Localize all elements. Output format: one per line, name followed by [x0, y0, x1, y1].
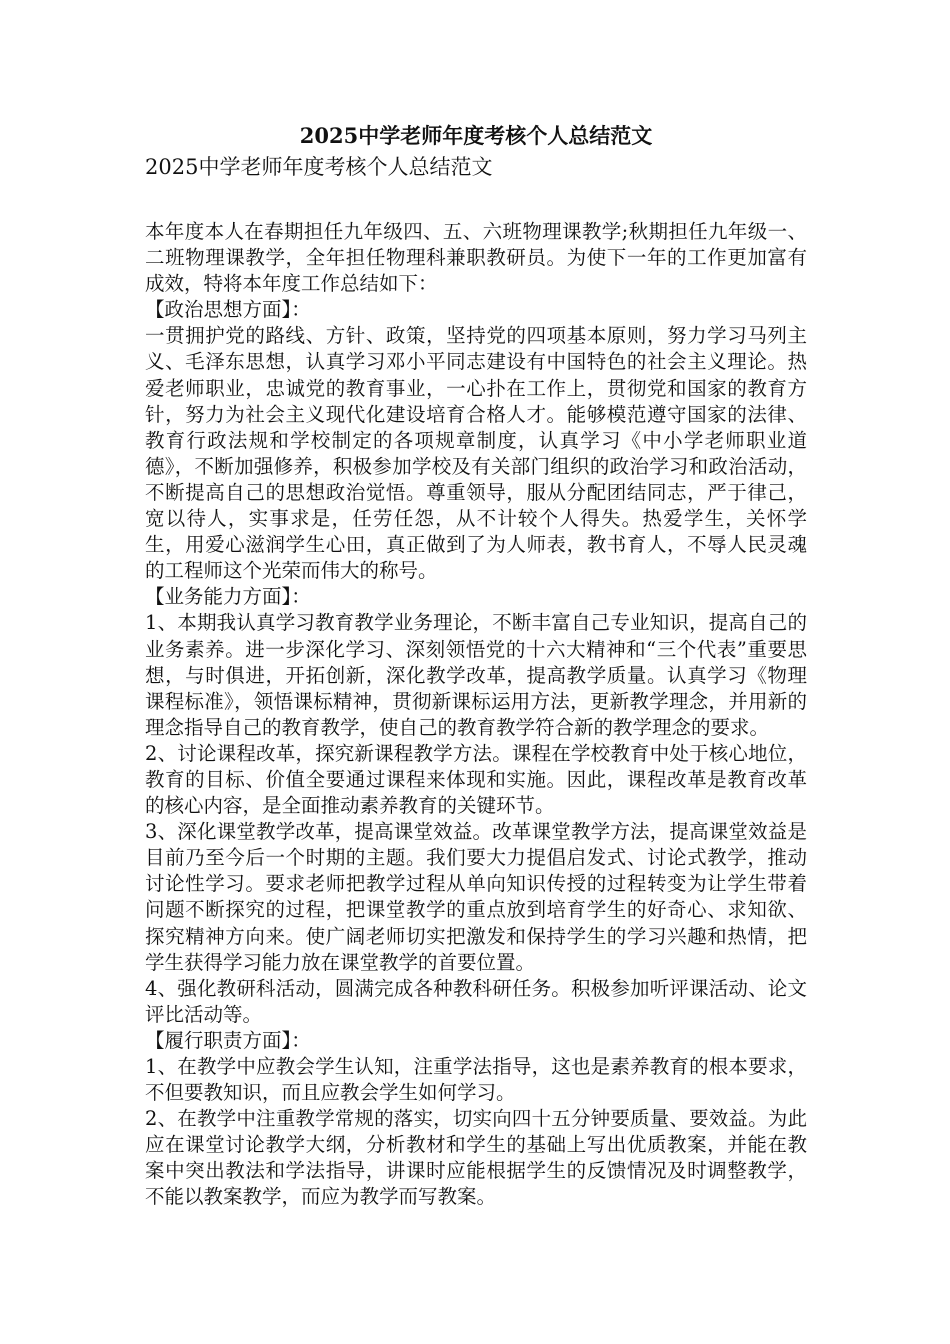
section-paragraph: 2、在教学中注重教学常规的落实，切实向四十五分钟要质量、要效益。为此应在课堂讨论教学大纲，分析教材和学生的基础上写出优质教案，并能在教案中突出教法和学法指导，讲课时应能根据学生的反馈情况及时调整教学，不能以教案教学，而应为教学而写教案。 [145, 1107, 807, 1209]
document-title: 2025中学老师年度考核个人总结范文 [299, 123, 653, 148]
section-paragraph: 2、讨论课程改革，探究新课程教学方法。课程在学校教育中处于核心地位，教育的目标、价值全要通过课程来体现和实施。因此，课程改革是教育改革的核心内容，是全面推动素养教育的关键环节。 [145, 741, 807, 818]
section-paragraph: 1、本期我认真学习教育教学业务理论，不断丰富自己专业知识，提高自己的业务素养。进一步深化学习、深刻领悟党的十六大精神和“三个代表”重要思想，与时俱进，开拓创新，深化教学改革，提高教学质量。认真学习《物理课程标准》，领悟课标精神，贯彻新课标运用方法，更新教学理念，并用新的理念指导自己的教育教学，使自己的教育教学符合新的教学理念的要求。 [145, 611, 807, 739]
section-heading: 【业务能力方面】： [145, 585, 311, 609]
section-heading: 【履行职责方面】： [145, 1028, 311, 1052]
document-subtitle: 2025中学老师年度考核个人总结范文 [145, 155, 493, 179]
section-paragraph: 1、在教学中应教会学生认知，注重学法指导，这也是素养教育的根本要求，不但要教知识，而且应教会学生如何学习。 [145, 1055, 807, 1105]
section-paragraph: 一贯拥护党的路线、方针、政策，坚持党的四项基本原则，努力学习马列主义、毛泽东思想，认真学习邓小平同志建设有中国特色的社会主义理论。热爱老师职业，忠诚党的教育事业，一心扑在工作上，贯彻党和国家的教育方针，努力为社会主义现代化建设培育合格人才。能够模范遵守国家的法律、教育行政法规和学校制定的各项规章制度，认真学习《中小学老师职业道德》，不断加强修养，积极参加学校及有关部门组织的政治学习和政治活动，不断提高自己的思想政治觉悟。尊重领导，服从分配团结同志，严于律己，宽以待人，实事求是，任劳任怨，从不计较个人得失。热爱学生，关怀学生，用爱心滋润学生心田，真正做到了为人师表，教书育人，不辱人民灵魂的工程师这个光荣而伟大的称号。 [145, 324, 807, 583]
section-duties [145, 1028, 807, 1211]
section-political [145, 297, 807, 584]
section-professional [145, 584, 807, 1028]
section-paragraph: 3、深化课堂教学改革，提高课堂效益。改革课堂教学方法，提高课堂效益是目前乃至今后一个时期的主题。我们要大力提倡启发式、讨论式教学，推动讨论性学习。要求老师把教学过程从单向知识传授的过程转变为让学生带着问题不断探究的过程，把课堂教学的重点放到培育学生的好奇心、求知欲、探究精神方向来。使广阔老师切实把激发和保持学生的学习兴趣和热情，把学生获得学习能力放在课堂教学的首要位置。 [145, 820, 807, 974]
section-heading: 【政治思想方面】： [145, 298, 311, 322]
blank-line [145, 180, 807, 219]
section-paragraph: 4、强化教研科活动，圆满完成各种教科研任务。积极参加听评课活动、论文评比活动等。 [145, 976, 807, 1026]
document-page [145, 118, 807, 1211]
intro-paragraph: 本年度本人在春期担任九年级四、五、六班物理课教学;秋期担任九年级一、二班物理课教学，全年担任物理科兼职教研员。为使下一年的工作更加富有成效，特将本年度工作总结如下： [145, 220, 807, 296]
